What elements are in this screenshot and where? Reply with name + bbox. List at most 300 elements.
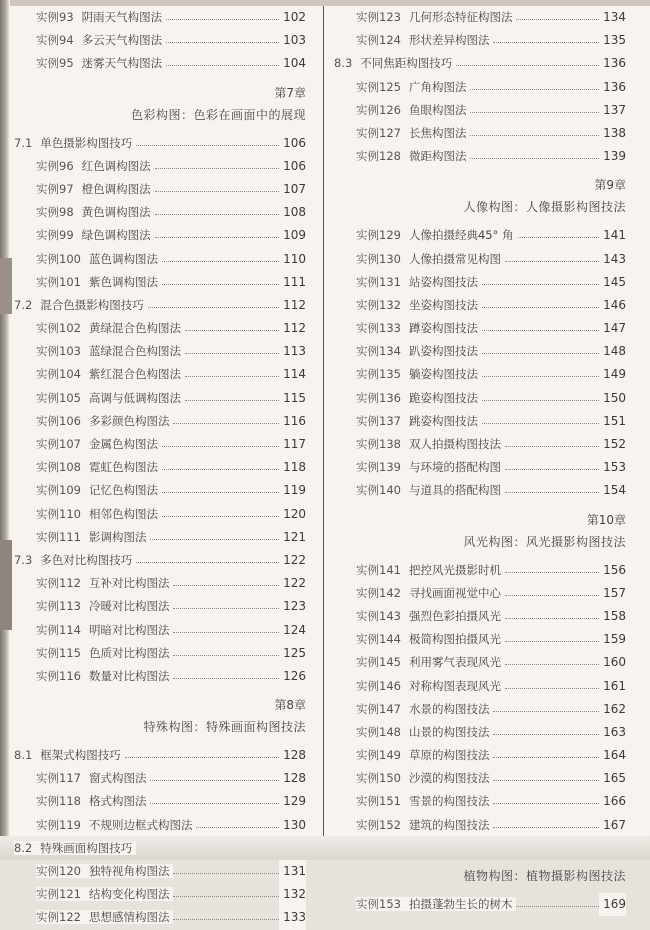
page-edge-tab: [0, 258, 12, 314]
toc-example-entry[interactable]: [334, 248, 634, 271]
dot-leader: [155, 237, 279, 238]
page-number: 121: [279, 526, 306, 549]
chapter-title: 风光构图：风光摄影构图技法: [463, 534, 626, 549]
toc-example-entry[interactable]: [334, 456, 634, 479]
example-title: 把控风光摄影时机: [408, 562, 501, 577]
entry-label: [356, 679, 505, 693]
example-title: 长焦构图法: [408, 125, 467, 140]
page-number: 104: [279, 52, 306, 75]
toc-example-entry[interactable]: [334, 433, 634, 456]
dot-leader: [482, 330, 599, 331]
page-number: 146: [599, 294, 626, 317]
example-number: 实例148: [356, 724, 401, 739]
page-number: 119: [279, 479, 306, 502]
example-title: 利用雾气表现风光: [408, 655, 501, 670]
dot-leader: [482, 353, 599, 354]
chapter-spacer: [334, 883, 634, 893]
example-title: 广角构图法: [408, 79, 467, 94]
toc-example-entry[interactable]: [334, 294, 634, 317]
toc-example-entry[interactable]: [14, 814, 314, 837]
toc-example-entry[interactable]: [14, 619, 314, 642]
example-title: 草原的构图技法: [408, 748, 490, 763]
example-number: 实例141: [356, 562, 401, 577]
example-number: 实例142: [356, 585, 401, 600]
example-title: 相邻色构图法: [88, 506, 158, 521]
page-number: 132: [279, 883, 306, 906]
example-title: 霓虹色构图法: [88, 460, 158, 475]
toc-example-entry[interactable]: [14, 155, 314, 178]
entry-label: [356, 632, 505, 646]
toc-section-entry[interactable]: [14, 294, 314, 317]
toc-example-entry[interactable]: [14, 178, 314, 201]
entry-label: [356, 483, 505, 497]
toc-right-column: [334, 6, 634, 916]
example-title: 蓝绿混合色构图法: [88, 344, 181, 359]
page-number: 111: [279, 271, 306, 294]
entry-label: [356, 655, 505, 669]
example-number: 实例106: [36, 413, 81, 428]
chapter-number: 第10章: [586, 512, 626, 527]
example-number: 实例94: [36, 33, 74, 48]
page-number: 139: [599, 145, 626, 168]
dot-leader: [173, 585, 279, 586]
toc-example-entry[interactable]: [14, 526, 314, 549]
toc-example-entry[interactable]: [14, 572, 314, 595]
dot-leader: [155, 191, 279, 192]
toc-example-entry[interactable]: [14, 860, 314, 883]
dot-leader: [162, 284, 279, 285]
example-title: 对称构图表现风光: [408, 678, 501, 693]
dot-leader: [505, 572, 599, 573]
example-number: 实例115: [36, 645, 81, 660]
entry-label: [36, 182, 155, 196]
example-number: 实例149: [356, 748, 401, 763]
dot-leader: [148, 307, 279, 308]
dot-leader: [470, 112, 599, 113]
section-title: 混合色摄影构图技巧: [40, 297, 144, 312]
example-number: 实例93: [36, 10, 74, 24]
example-title: 紫红混合色构图法: [88, 367, 181, 382]
toc-section-entry[interactable]: [14, 549, 314, 572]
toc-example-entry[interactable]: [14, 665, 314, 688]
toc-example-entry[interactable]: [334, 29, 634, 52]
dot-leader: [173, 873, 279, 874]
example-number: 实例136: [356, 390, 401, 405]
entry-label: [356, 228, 518, 242]
chapter-heading: [14, 76, 314, 122]
toc-example-entry[interactable]: [14, 642, 314, 665]
dot-leader: [505, 664, 599, 665]
entry-label: [356, 103, 470, 117]
section-number: 7.2: [14, 297, 33, 312]
page-number: 158: [599, 605, 626, 628]
dot-leader: [505, 469, 599, 470]
example-number: 实例143: [356, 608, 401, 623]
example-number: 实例103: [36, 344, 81, 359]
example-title: 金属色构图法: [88, 437, 158, 451]
dot-leader: [505, 261, 599, 262]
example-number: 实例135: [356, 367, 401, 382]
page-number: 106: [279, 132, 306, 155]
entry-label: [36, 646, 173, 660]
example-number: 实例96: [36, 158, 74, 173]
toc-example-entry[interactable]: [14, 433, 314, 456]
dot-leader: [196, 827, 279, 828]
dot-leader: [162, 492, 279, 493]
page-number: 126: [279, 665, 306, 688]
page-number: 103: [279, 29, 306, 52]
example-title: 影调构图法: [88, 529, 147, 544]
dot-leader: [482, 284, 599, 285]
toc-example-entry[interactable]: [334, 698, 634, 721]
entry-label: [356, 275, 482, 289]
example-number: 实例132: [356, 297, 401, 312]
toc-example-entry[interactable]: [334, 744, 634, 767]
dot-leader: [493, 780, 599, 781]
entry-label: [14, 298, 148, 312]
page-number: 134: [599, 6, 626, 29]
toc-example-entry[interactable]: [14, 317, 314, 340]
example-title: 紫色调构图法: [88, 274, 158, 289]
section-number: 8.3: [334, 56, 353, 71]
page-number: 167: [599, 814, 626, 837]
entry-label: [356, 771, 493, 785]
toc-example-entry[interactable]: [334, 340, 634, 363]
page-edge-tab: [0, 540, 12, 630]
page-number: 122: [279, 572, 306, 595]
dot-leader: [516, 906, 599, 907]
entry-label: [356, 748, 493, 762]
entry-label: [36, 437, 162, 451]
example-title: 人像拍摄经典45° 角: [408, 228, 514, 243]
example-number: 实例125: [356, 79, 401, 94]
dot-leader: [173, 919, 279, 920]
toc-example-entry[interactable]: [14, 479, 314, 502]
example-title: 高调与低调构图法: [88, 390, 181, 405]
page-number: 143: [599, 248, 626, 271]
example-title: 黄绿混合色构图法: [88, 321, 181, 336]
chapter-heading: [334, 168, 634, 214]
toc-example-entry[interactable]: [14, 790, 314, 813]
example-number: 实例121: [36, 887, 81, 902]
example-number: 实例122: [36, 910, 81, 925]
toc-example-entry[interactable]: [334, 76, 634, 99]
example-title: 水景的构图技法: [408, 701, 490, 716]
entry-label: [14, 841, 136, 855]
example-title: 色质对比构图法: [88, 645, 170, 660]
toc-example-entry[interactable]: [14, 883, 314, 906]
example-title: 蹲姿构图技法: [408, 321, 478, 336]
entry-label: [36, 771, 150, 785]
page-number: 118: [279, 456, 306, 479]
page-number: 156: [599, 559, 626, 582]
page-number: 157: [599, 582, 626, 605]
example-number: 实例139: [356, 460, 401, 475]
chapter-title: 色彩构图：色彩在画面中的展现: [130, 107, 306, 122]
chapter-title: 人像构图：人像摄影构图技法: [463, 200, 626, 215]
entry-label: [14, 748, 125, 762]
dot-leader: [125, 757, 279, 758]
dot-leader: [162, 516, 279, 517]
toc-example-entry[interactable]: [334, 582, 634, 605]
dot-leader: [482, 376, 599, 377]
toc-example-entry[interactable]: [334, 628, 634, 651]
section-title: 多色对比构图技巧: [40, 552, 133, 567]
example-number: 实例144: [356, 632, 401, 647]
example-title: 山景的构图技法: [408, 724, 490, 739]
toc-example-entry[interactable]: [334, 651, 634, 674]
example-number: 实例114: [36, 622, 81, 637]
toc-example-entry[interactable]: [14, 595, 314, 618]
toc-example-entry[interactable]: [14, 767, 314, 790]
example-number: 实例133: [356, 321, 401, 336]
entry-label: [356, 702, 493, 716]
example-number: 实例126: [356, 102, 401, 117]
example-number: 实例130: [356, 251, 401, 266]
entry-label: [36, 910, 173, 924]
dot-leader: [155, 214, 279, 215]
entry-label: [356, 586, 505, 600]
dot-leader: [150, 780, 279, 781]
dot-leader: [470, 158, 599, 159]
example-number: 实例102: [36, 321, 81, 336]
toc-left-column: [14, 6, 314, 930]
dot-leader: [470, 135, 599, 136]
dot-leader: [173, 678, 279, 679]
toc-example-entry[interactable]: [14, 29, 314, 52]
toc-section-entry[interactable]: [14, 132, 314, 155]
example-title: 互补对比构图法: [88, 576, 170, 591]
dot-leader: [482, 307, 599, 308]
dot-leader: [136, 562, 279, 563]
example-number: 实例105: [36, 390, 81, 405]
example-title: 黄色调构图法: [81, 205, 151, 220]
toc-example-entry[interactable]: [14, 340, 314, 363]
example-number: 实例131: [356, 274, 401, 289]
section-number: 8.2: [14, 840, 33, 855]
example-title: 格式构图法: [88, 794, 147, 809]
toc-example-entry[interactable]: [14, 52, 314, 75]
toc-example-entry[interactable]: [334, 675, 634, 698]
dot-leader: [470, 89, 599, 90]
example-title: 拍摄蓬勃生长的树木: [408, 896, 513, 911]
toc-example-entry[interactable]: [14, 271, 314, 294]
example-title: 与环境的搭配构图: [408, 460, 501, 475]
example-number: 实例118: [36, 794, 81, 809]
entry-label: [356, 298, 482, 312]
example-title: 跳姿构图技法: [408, 413, 478, 428]
entry-label: [356, 10, 516, 24]
entry-label: [14, 136, 136, 150]
toc-example-entry[interactable]: [334, 893, 634, 916]
page-number: 163: [599, 721, 626, 744]
dot-leader: [173, 608, 279, 609]
example-title: 迷雾天气构图法: [81, 56, 163, 71]
page-number: 141: [599, 224, 626, 247]
dot-leader: [185, 353, 279, 354]
entry-label: [356, 252, 505, 266]
dot-leader: [162, 446, 279, 447]
example-title: 人像拍摄常见构图: [408, 251, 501, 266]
toc-example-entry[interactable]: [14, 363, 314, 386]
page-number: 108: [279, 201, 306, 224]
example-title: 极简构图拍摄风光: [408, 632, 501, 647]
dot-leader: [505, 618, 599, 619]
section-number: 7.1: [14, 135, 33, 150]
entry-label: [36, 344, 185, 358]
toc-example-entry[interactable]: [334, 122, 634, 145]
dot-leader: [505, 595, 599, 596]
dot-leader: [185, 400, 279, 401]
page-number: 169: [599, 893, 626, 916]
toc-example-entry[interactable]: [334, 363, 634, 386]
toc-example-entry[interactable]: [334, 99, 634, 122]
dot-leader: [493, 42, 599, 43]
dot-leader: [518, 237, 599, 238]
example-number: 实例111: [36, 529, 81, 544]
example-number: 实例98: [36, 205, 74, 220]
page-number: 153: [599, 456, 626, 479]
dot-leader: [173, 423, 279, 424]
entry-label: [36, 599, 173, 613]
example-number: 实例112: [36, 576, 81, 591]
toc-example-entry[interactable]: [334, 387, 634, 410]
entry-label: [36, 669, 173, 683]
toc-example-entry[interactable]: [334, 271, 634, 294]
dot-leader: [185, 376, 279, 377]
page-number: 113: [279, 340, 306, 363]
example-number: 实例152: [356, 817, 401, 832]
dot-leader: [505, 446, 599, 447]
example-number: 实例146: [356, 678, 401, 693]
entry-label: [356, 33, 493, 47]
toc-example-entry[interactable]: [334, 479, 634, 502]
toc-example-entry[interactable]: [14, 224, 314, 247]
entry-label: [36, 321, 185, 335]
toc-example-entry[interactable]: [334, 721, 634, 744]
section-title: 特殊画面构图技巧: [40, 840, 133, 855]
example-title: 蓝色调构图法: [88, 251, 158, 266]
page-number: 109: [279, 224, 306, 247]
dot-leader: [162, 469, 279, 470]
entry-label: [36, 483, 162, 497]
toc-example-entry[interactable]: [334, 605, 634, 628]
chapter-spacer: [14, 122, 314, 132]
page-number: 161: [599, 675, 626, 698]
page-number: 154: [599, 479, 626, 502]
toc-example-entry[interactable]: [334, 767, 634, 790]
entry-label: [356, 414, 482, 428]
entry-label: [356, 126, 470, 140]
toc-example-entry[interactable]: [14, 201, 314, 224]
section-title: 单色摄影构图技巧: [40, 135, 133, 150]
example-title: 阴雨天气构图法: [81, 10, 163, 24]
page-number: 166: [599, 790, 626, 813]
example-number: 实例147: [356, 701, 401, 716]
toc-example-entry[interactable]: [14, 410, 314, 433]
example-number: 实例124: [356, 33, 401, 48]
toc-example-entry[interactable]: [334, 410, 634, 433]
page-number: 159: [599, 628, 626, 651]
toc-section-entry[interactable]: [14, 744, 314, 767]
example-title: 站姿构图技法: [408, 274, 478, 289]
toc-example-entry[interactable]: [14, 503, 314, 526]
page-number: 129: [279, 790, 306, 813]
example-number: 实例119: [36, 817, 81, 832]
example-number: 实例134: [356, 344, 401, 359]
example-number: 实例107: [36, 437, 81, 451]
toc-example-entry[interactable]: [334, 814, 634, 837]
example-number: 实例108: [36, 460, 81, 475]
entry-label: [356, 321, 482, 335]
page-number: 145: [599, 271, 626, 294]
entry-label: [36, 460, 162, 474]
dot-leader: [166, 65, 279, 66]
example-title: 跪姿构图技法: [408, 390, 478, 405]
entry-label: [356, 391, 482, 405]
example-number: 实例109: [36, 483, 81, 498]
example-number: 实例150: [356, 771, 401, 786]
example-title: 双人拍摄构图技法: [408, 437, 501, 451]
toc-example-entry[interactable]: [334, 559, 634, 582]
dot-leader: [173, 896, 279, 897]
example-title: 微距构图法: [408, 149, 467, 164]
toc-example-entry[interactable]: [334, 6, 634, 29]
toc-example-entry[interactable]: [14, 387, 314, 410]
column-divider: [323, 6, 324, 836]
example-title: 冷暖对比构图法: [88, 599, 170, 614]
toc-example-entry[interactable]: [334, 145, 634, 168]
toc-example-entry[interactable]: [334, 790, 634, 813]
example-number: 实例100: [36, 251, 81, 266]
page-number: 133: [279, 906, 306, 929]
dot-leader: [150, 803, 279, 804]
example-title: 强烈色彩拍摄风光: [408, 608, 501, 623]
entry-label: [36, 159, 155, 173]
entry-label: [36, 864, 173, 878]
example-title: 多云天气构图法: [81, 33, 163, 48]
example-number: 实例145: [356, 655, 401, 670]
toc-example-entry[interactable]: [334, 224, 634, 247]
dot-leader: [162, 261, 279, 262]
entry-label: [356, 149, 470, 163]
dot-leader: [493, 711, 599, 712]
dot-leader: [150, 539, 279, 540]
page-number: 106: [279, 155, 306, 178]
page-number: 147: [599, 317, 626, 340]
page-number: 128: [279, 767, 306, 790]
toc-example-entry[interactable]: [14, 6, 314, 29]
entry-label: [36, 205, 155, 219]
chapter-heading: [334, 503, 634, 549]
section-number: 7.3: [14, 552, 33, 567]
example-title: 明暗对比构图法: [88, 622, 170, 637]
toc-section-entry[interactable]: [334, 52, 634, 75]
toc-example-entry[interactable]: [14, 456, 314, 479]
entry-label: [356, 794, 493, 808]
toc-example-entry[interactable]: [334, 317, 634, 340]
dot-leader: [505, 688, 599, 689]
dot-leader: [516, 19, 599, 20]
toc-example-entry[interactable]: [14, 248, 314, 271]
dot-leader: [166, 19, 279, 20]
dot-leader: [493, 803, 599, 804]
example-number: 实例128: [356, 149, 401, 164]
dot-leader: [482, 400, 599, 401]
page-number: 136: [599, 76, 626, 99]
page-number: 160: [599, 651, 626, 674]
toc-example-entry[interactable]: [14, 906, 314, 929]
